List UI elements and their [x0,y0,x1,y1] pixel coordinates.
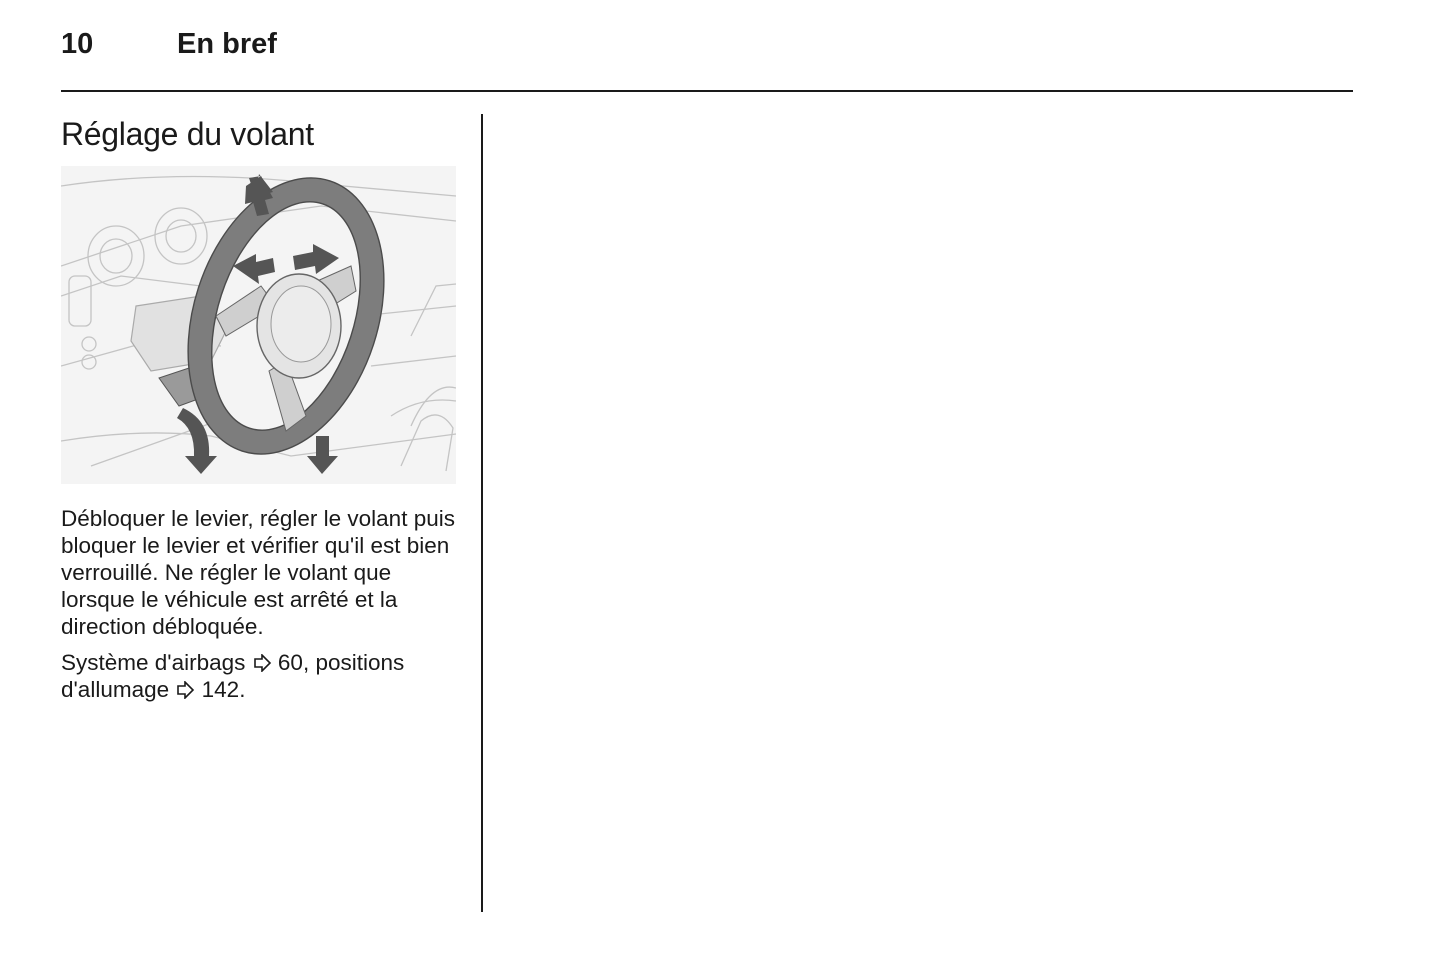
steering-wheel-adjustment-illustration-icon [61,166,456,484]
steering-wheel-illustration [61,166,456,484]
instruction-paragraph: Débloquer le levier, régler le volant puis bloquer le levier et vérifier qu'il est bien verrouillé. Ne régler le volant que lorsque le véhicule est arrêté et la direction débloquée. [61,506,455,639]
cross-reference-arrow-icon [175,681,195,699]
body-text [61,505,461,712]
page-number: 10 [61,28,94,60]
sentence-end: . [239,677,246,702]
xref-page-airbags[interactable]: 60 [277,650,303,675]
cross-reference-arrow-icon [252,654,272,672]
xref-page-ignition[interactable]: 142 [201,677,240,702]
running-title: En bref [177,28,277,60]
cross-reference-paragraph [61,649,461,703]
xref-text-airbags: Système d'airbags [61,650,246,675]
header-rule [61,90,1353,92]
section-title: Réglage du volant [61,116,314,152]
column-divider [481,114,483,912]
xref-text-ignition: , positions d'allumage [61,650,405,702]
page-header [61,28,1353,68]
